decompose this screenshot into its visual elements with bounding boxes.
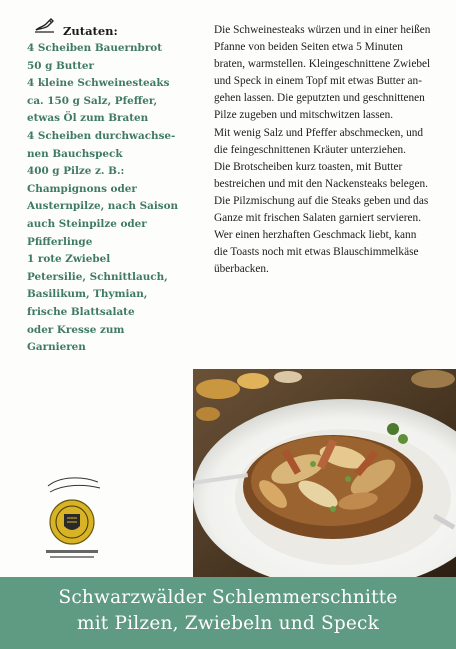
recipe-title-line-2: mit Pilzen, Zwiebeln und Speck [76, 613, 380, 634]
food-photo [193, 369, 456, 577]
ingredient-line: etwas Öl zum Braten [27, 112, 149, 125]
instruction-line: Die Pilzmischung auf die Steaks geben und das [214, 194, 429, 207]
instructions-text [214, 22, 444, 278]
ingredient-line: 4 kleine Schweinesteaks [27, 77, 170, 90]
ingredient-line: auch Steinpilze oder [27, 217, 147, 230]
recipe-title-banner [0, 577, 456, 649]
instruction-line: Die Schweinesteaks würzen und in einer heißen [214, 24, 431, 36]
food-photo-illustration [193, 369, 456, 577]
instruction-line: überbacken. [214, 263, 269, 276]
ingredient-line: 400 g Pilze z. B.: [27, 165, 125, 178]
ingredients-title: Zutaten: [63, 24, 118, 38]
instruction-line: Ganze mit frischen Salaten garniert servieren. [214, 212, 422, 225]
ingredient-line: 1 rote Zwiebel [27, 253, 111, 266]
instruction-line: braten, warmstellen. Kleingeschnittene Zwiebel [214, 58, 431, 71]
ingredient-line: Petersilie, Schnittlauch, [27, 270, 168, 283]
recipe-title-line-1: Schwarzwälder Schlemmerschnitte [58, 587, 398, 608]
instruction-line: gehen lassen. Die geputzten und geschnittenen [214, 92, 425, 105]
quality-seal-icon [40, 472, 110, 562]
ingredient-line: ca. 150 g Salz, Pfeffer, [27, 94, 158, 107]
instruction-line: Pfanne von beiden Seiten etwa 5 Minuten [214, 41, 403, 54]
ingredient-line: Basilikum, Thymian, [27, 288, 148, 301]
quality-seal [40, 472, 110, 562]
ingredient-line: oder Kresse zum [27, 323, 125, 336]
instruction-line: Pilze zugeben und mitschwitzen lassen. [214, 109, 394, 122]
instruction-line: die Toasts noch mit etwas Blauschimmelkäse [214, 246, 419, 259]
ingredient-line: Austernpilze, nach Saison [27, 200, 179, 213]
instruction-line: Mit wenig Salz und Pfeffer abschmecken, und [214, 126, 424, 139]
instruction-line: Die Brotscheiben kurz toasten, mit Butter [214, 160, 403, 173]
ingredient-line: nen Bauchspeck [27, 147, 123, 160]
instruction-line: Wer einen herzhaften Geschmack liebt, kann [214, 229, 417, 242]
ingredients-list [27, 22, 207, 357]
instruction-line: die feingeschnittenen Kräuter unterziehen. [214, 143, 406, 156]
ingredient-line: frische Blattsalate [27, 305, 135, 318]
ingredient-line: Champignons oder [27, 182, 137, 195]
instruction-line: bestreichen und mit den Nackensteaks belegen. [214, 177, 428, 190]
instruction-line: und Speck in einem Topf mit etwas Butter an- [214, 75, 422, 88]
ingredient-line: 4 Scheiben durchwachse- [27, 129, 176, 142]
ingredient-line: Garnieren [27, 341, 86, 354]
ingredient-line: Pfifferlinge [27, 235, 93, 248]
ingredient-line: 50 g Butter [27, 59, 94, 72]
ingredient-line: 4 Scheiben Bauernbrot [27, 42, 163, 54]
